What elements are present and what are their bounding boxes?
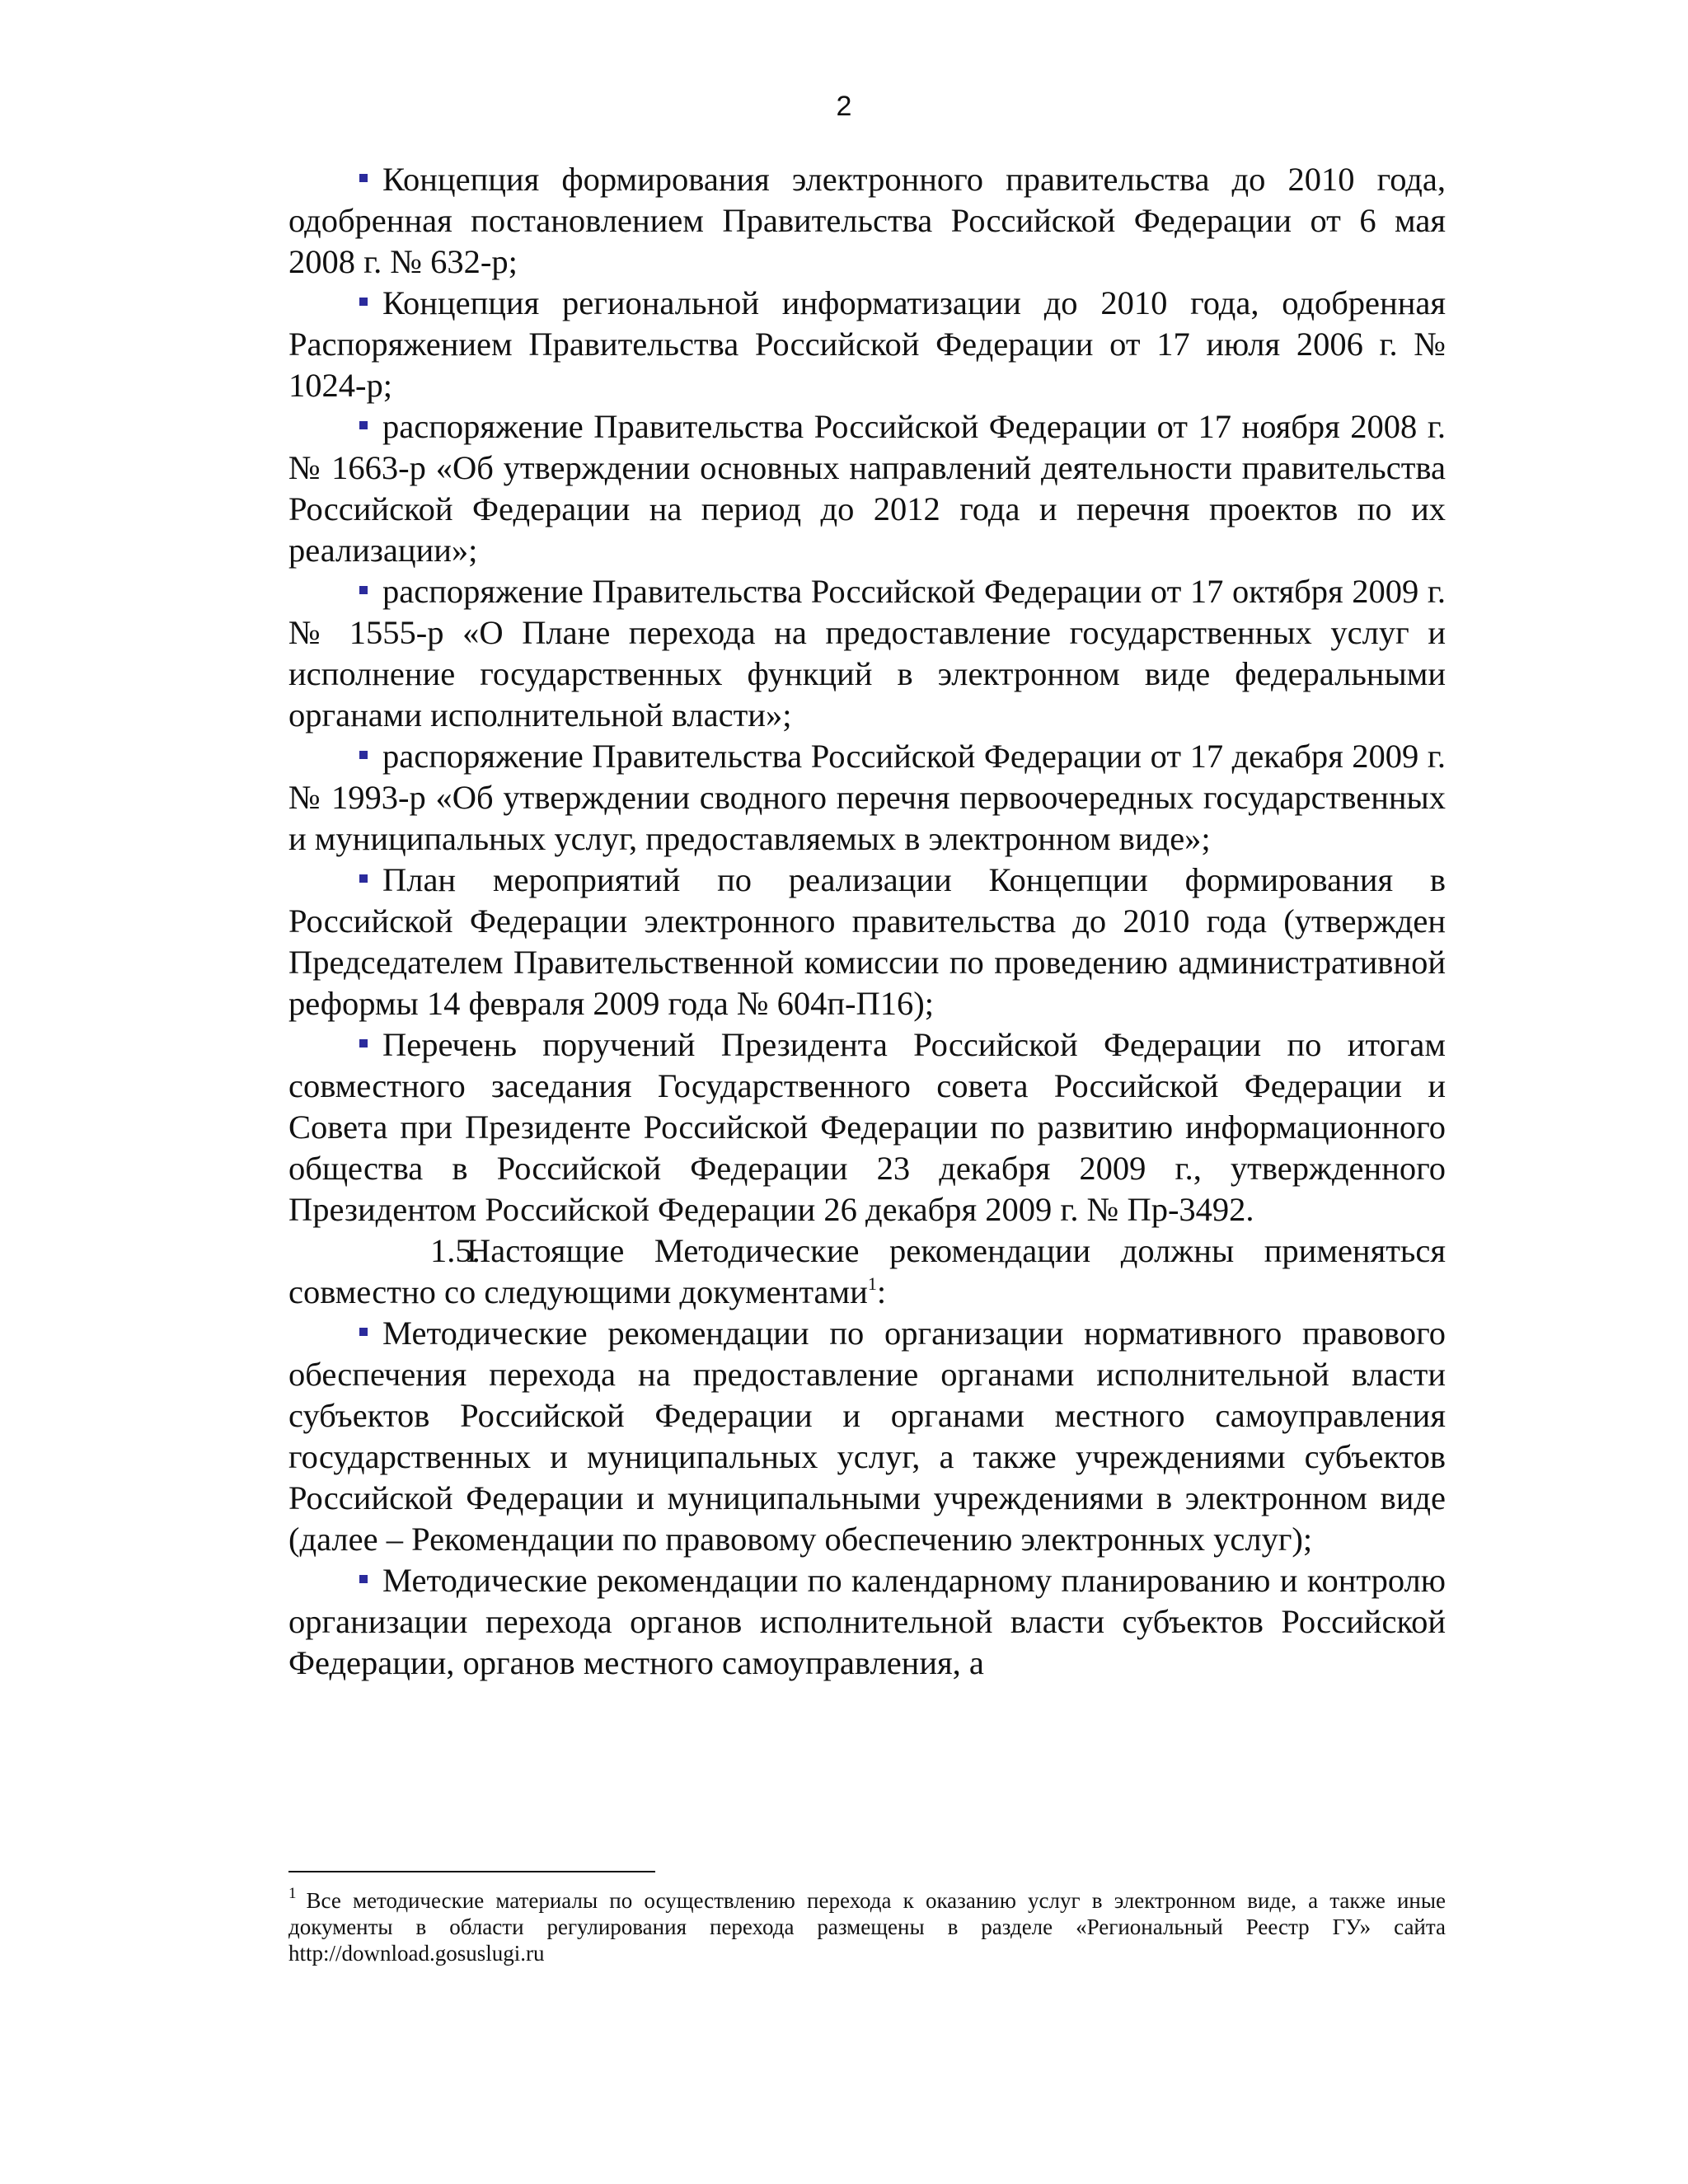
square-bullet-icon [359, 174, 368, 182]
footnote-text: Все методические материалы по осуществлению перехода к оказанию услуг в электронном виде, а также иные документы в области регулирования перехода размещены в разделе «Региональный Реестр ГУ» сайта http://download.gosuslugi.ru [288, 1888, 1446, 1966]
square-bullet-icon [359, 586, 368, 594]
section-paragraph: 1.5.Настоящие Методические рекомендации должны применяться совместно со следующими документами$^1$: [288, 1232, 1446, 1310]
footnote-mark: 1 [288, 1885, 297, 1902]
list-item: Концепция региональной информатизации до 2010 года, одобренная Распоряжением Правительства Российской Федерации от 17 июля 2006 г. № 1024-р; [288, 284, 1446, 404]
page-number: 2 [836, 91, 852, 122]
square-bullet-icon [359, 1575, 368, 1583]
list-item: распоряжение Правительства Российской Федерации от 17 декабря 2009 г. № 1993-р «Об утверждении сводного перечня первоочередных государственных и муниципальных услуг, предоставляемых в электронном виде»; [288, 738, 1446, 857]
document-body [288, 159, 1446, 1684]
square-bullet-icon [359, 298, 368, 306]
square-bullet-icon [359, 1328, 368, 1336]
list-item: План мероприятий по реализации Концепции формирования в Российской Федерации электронного правительства до 2010 года (утвержден Председателем Правительственной комиссии по проведению административной реформы 14 февраля 2009 года № 604п-П16); [288, 861, 1446, 1022]
footnote [288, 1887, 1446, 1966]
square-bullet-icon [359, 874, 368, 883]
square-bullet-icon [359, 751, 368, 759]
square-bullet-icon [359, 1039, 368, 1047]
footnote-separator [288, 1871, 655, 1872]
list-item: Методические рекомендации по организации нормативного правового обеспечения перехода на предоставление органами исполнительной власти субъектов Российской Федерации и органами местного самоуправления государственных и муниципальных услуг, а также учреждениями субъектов Российской Федерации и муниципальными учреждениями в электронном виде (далее – Рекомендации по правовому обеспечению электронных услуг); [288, 1315, 1446, 1558]
list-item: Перечень поручений Президента Российской Федерации по итогам совместного заседания Государственного совета Российской Федерации и Совета при Президенте Российской Федерации по развитию информационного общества в Российской Федерации 23 декабря 2009 г., утвержденного Президентом Российской Федерации 26 декабря 2009 г. № Пр-3492. [288, 1026, 1446, 1228]
list-item: распоряжение Правительства Российской Федерации от 17 октября 2009 г. № 1555-р «О Плане перехода на предоставление государственных услуг и исполнение государственных функций в электронном виде федеральными органами исполнительной власти»; [288, 573, 1446, 733]
list-item: распоряжение Правительства Российской Федерации от 17 ноября 2008 г. № 1663-р «Об утверждении основных направлений деятельности правительства Российской Федерации на период до 2012 года и перечня проектов по их реализации»; [288, 408, 1446, 569]
section-text: Настоящие Методические рекомендации должны применяться совместно со следующими документами [288, 1232, 1446, 1310]
square-bullet-icon [359, 421, 368, 429]
footnote-reference[interactable]: 1 [867, 1273, 877, 1294]
section-number: 1.5. [430, 1232, 481, 1269]
list-item: Методические рекомендации по календарному планированию и контролю организации перехода органов исполнительной власти субъектов Российской Федерации, органов местного самоуправления, а [288, 1562, 1446, 1681]
list-item: Концепция формирования электронного правительства до 2010 года, одобренная постановлением Правительства Российской Федерации от 6 мая 2008 г. № 632-р; [288, 161, 1446, 280]
